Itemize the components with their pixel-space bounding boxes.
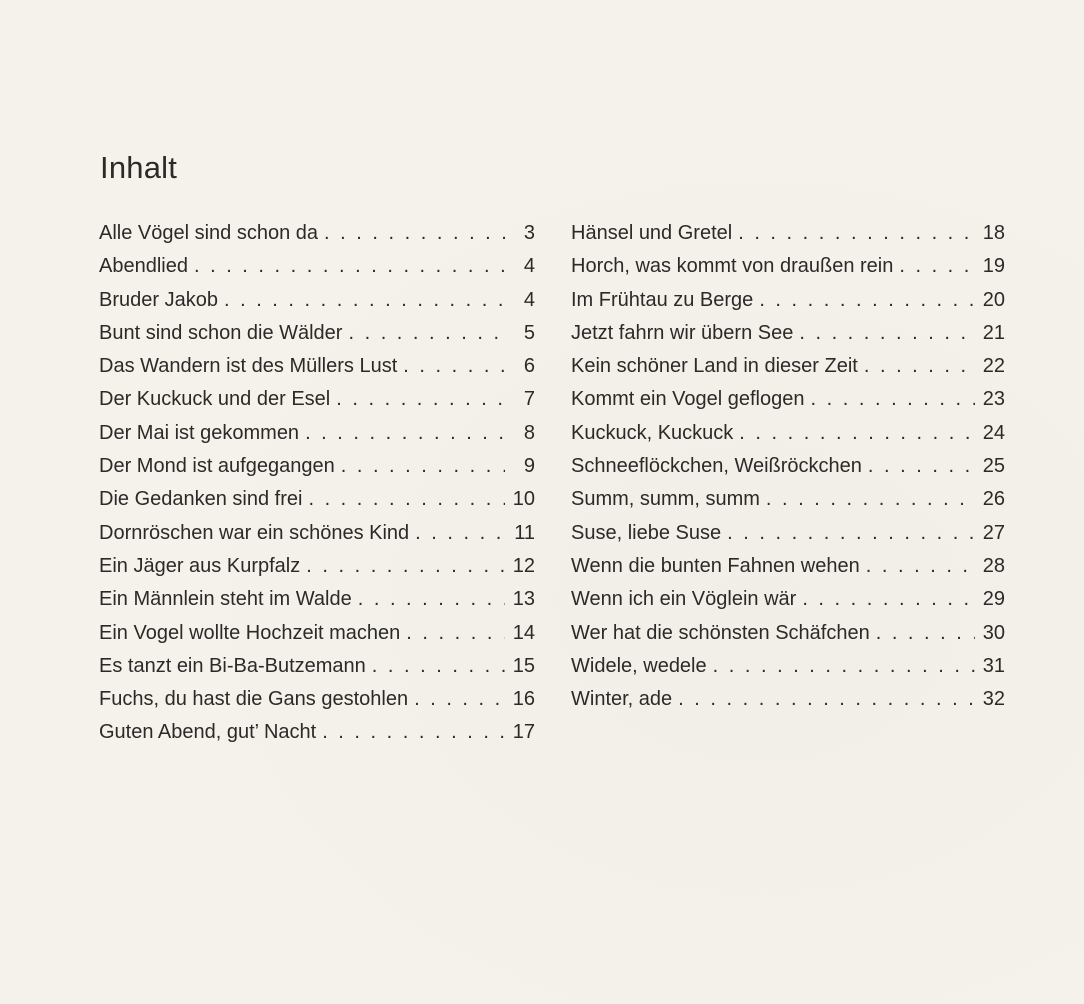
toc-entry-title: Wenn die bunten Fahnen wehen bbox=[571, 554, 860, 577]
toc-dot-leader bbox=[766, 483, 975, 516]
toc-entry-page-number: 28 bbox=[982, 554, 1005, 577]
toc-entry-title: Schneeflöckchen, Weißröckchen bbox=[571, 455, 862, 478]
toc-entry bbox=[99, 317, 535, 350]
toc-entry-title: Bunt sind schon die Wälder bbox=[99, 321, 343, 344]
toc-entry-page-number: 25 bbox=[982, 455, 1005, 478]
toc-entry-page-number: 16 bbox=[512, 688, 535, 711]
toc-entry bbox=[99, 716, 535, 749]
toc-entry bbox=[571, 483, 1005, 516]
toc-entry bbox=[571, 517, 1005, 550]
toc-entry-page-number: 17 bbox=[512, 721, 535, 744]
toc-dot-leader bbox=[678, 683, 975, 716]
toc-entry bbox=[571, 617, 1005, 650]
toc-entry-title: Wer hat die schönsten Schäfchen bbox=[571, 621, 870, 644]
toc-entry bbox=[99, 383, 535, 416]
toc-entry-page-number: 26 bbox=[982, 488, 1005, 511]
toc-entry bbox=[99, 550, 535, 583]
toc-entry bbox=[571, 450, 1005, 483]
toc-entry-title: Der Kuckuck und der Esel bbox=[99, 388, 331, 411]
toc-entry-title: Der Mai ist gekommen bbox=[99, 421, 300, 444]
toc-entry-title: Horch, was kommt von draußen rein bbox=[571, 255, 894, 278]
toc-entry-title: Hänsel und Gretel bbox=[571, 222, 733, 244]
toc-entry bbox=[99, 483, 535, 516]
toc-entry-title: Der Mond ist aufgegangen bbox=[99, 455, 335, 478]
toc-entry-page-number: 7 bbox=[523, 388, 535, 411]
toc-dot-leader bbox=[194, 250, 505, 283]
toc-dot-leader bbox=[727, 517, 975, 550]
toc-dot-leader bbox=[739, 417, 975, 450]
toc-entry bbox=[99, 650, 535, 683]
toc-dot-leader bbox=[358, 583, 505, 616]
page-title: Inhalt bbox=[100, 150, 178, 185]
toc-entry bbox=[571, 550, 1005, 583]
toc-dot-leader bbox=[802, 583, 975, 616]
toc-entry-page-number: 19 bbox=[982, 255, 1005, 278]
toc-entry bbox=[571, 383, 1005, 416]
toc-dot-leader bbox=[713, 650, 975, 683]
toc-entry-page-number: 27 bbox=[982, 521, 1005, 544]
toc-dot-leader bbox=[224, 284, 505, 317]
toc-entry-page-number: 4 bbox=[523, 288, 535, 311]
toc-dot-leader bbox=[866, 550, 975, 583]
toc-entry-page-number: 18 bbox=[982, 222, 1005, 244]
toc-entry bbox=[99, 583, 535, 616]
toc-entry bbox=[571, 250, 1005, 283]
toc-entry-page-number: 11 bbox=[514, 521, 535, 544]
toc-dot-leader bbox=[336, 383, 505, 416]
toc-dot-leader bbox=[868, 450, 975, 483]
toc-entry bbox=[99, 217, 535, 250]
toc-dot-leader bbox=[414, 683, 505, 716]
toc-entry bbox=[571, 217, 1005, 250]
toc-entry-page-number: 23 bbox=[982, 388, 1005, 411]
toc-entry-page-number: 30 bbox=[982, 621, 1005, 644]
toc-entry-title: Dornröschen war ein schönes Kind bbox=[99, 521, 410, 544]
toc-entry bbox=[99, 250, 535, 283]
toc-entry-page-number: 3 bbox=[523, 222, 535, 244]
toc-entry-title: Wenn ich ein Vöglein wär bbox=[571, 588, 797, 611]
toc-dot-leader bbox=[306, 550, 505, 583]
toc-entry-page-number: 14 bbox=[512, 621, 535, 644]
toc-entry bbox=[571, 583, 1005, 616]
toc-entry-page-number: 12 bbox=[512, 554, 535, 577]
toc-dot-leader bbox=[406, 617, 505, 650]
toc-entry-page-number: 21 bbox=[982, 321, 1005, 344]
toc-entry bbox=[99, 617, 535, 650]
toc-entry-page-number: 5 bbox=[523, 321, 535, 344]
toc-entry-title: Kuckuck, Kuckuck bbox=[571, 421, 734, 444]
toc-dot-leader bbox=[372, 650, 505, 683]
toc-entry bbox=[99, 517, 535, 550]
toc-entry bbox=[99, 683, 535, 716]
toc-dot-leader bbox=[811, 383, 976, 416]
toc-dot-leader bbox=[341, 450, 505, 483]
toc-entry-title: Suse, liebe Suse bbox=[571, 521, 722, 544]
toc-entry-title: Ein Jäger aus Kurpfalz bbox=[99, 554, 301, 577]
toc-entry bbox=[571, 417, 1005, 450]
toc-entry bbox=[571, 317, 1005, 350]
toc-dot-leader bbox=[864, 350, 975, 383]
toc-entry-title: Ein Vogel wollte Hochzeit machen bbox=[99, 621, 401, 644]
toc-dot-leader bbox=[415, 517, 505, 550]
toc-entry-page-number: 9 bbox=[523, 455, 535, 478]
toc-entry-title: Das Wandern ist des Müllers Lust bbox=[99, 355, 398, 378]
toc-entry-page-number: 15 bbox=[512, 654, 535, 677]
toc-entry-page-number: 29 bbox=[982, 588, 1005, 611]
toc-dot-leader bbox=[403, 350, 505, 383]
toc-dot-leader bbox=[348, 317, 505, 350]
toc-entry-title: Fuchs, du hast die Gans gestohlen bbox=[99, 688, 409, 711]
toc-dot-leader bbox=[322, 716, 505, 749]
toc-dot-leader bbox=[324, 217, 505, 250]
toc-entry bbox=[99, 417, 535, 450]
toc-entry-page-number: 22 bbox=[982, 355, 1005, 378]
toc-dot-leader bbox=[305, 417, 505, 450]
toc-column-left bbox=[99, 217, 535, 750]
toc-entry-title: Summ, summ, summ bbox=[571, 488, 760, 511]
toc-entry-title: Kommt ein Vogel geflogen bbox=[571, 388, 805, 411]
toc-entry bbox=[99, 284, 535, 317]
toc-dot-leader bbox=[308, 483, 505, 516]
toc-entry-title: Ein Männlein steht im Walde bbox=[99, 588, 352, 611]
toc-entry-title: Winter, ade bbox=[571, 688, 673, 711]
toc-entry bbox=[571, 650, 1005, 683]
toc-entry-title: Kein schöner Land in dieser Zeit bbox=[571, 355, 858, 378]
toc-entry-title: Es tanzt ein Bi-Ba-Butzemann bbox=[99, 654, 366, 677]
toc-entry-page-number: 31 bbox=[982, 654, 1005, 677]
toc-entry-title: Die Gedanken sind frei bbox=[99, 488, 303, 511]
toc-entry-page-number: 32 bbox=[982, 688, 1005, 711]
toc-entry-title: Jetzt fahrn wir übern See bbox=[571, 321, 794, 344]
toc-dot-leader bbox=[738, 217, 975, 250]
toc-entry-page-number: 10 bbox=[512, 488, 535, 511]
toc-entry-page-number: 4 bbox=[523, 255, 535, 278]
toc-dot-leader bbox=[799, 317, 975, 350]
toc-entry bbox=[99, 450, 535, 483]
toc-entry-title: Guten Abend, gut’ Nacht bbox=[99, 721, 317, 744]
toc-entry-title: Abendlied bbox=[99, 255, 188, 278]
toc-entry bbox=[571, 350, 1005, 383]
toc-entry bbox=[571, 284, 1005, 317]
toc-entry-title: Bruder Jakob bbox=[99, 288, 218, 311]
toc-entry-page-number: 20 bbox=[982, 288, 1005, 311]
toc-entry-page-number: 6 bbox=[523, 355, 535, 378]
toc-dot-leader bbox=[876, 617, 975, 650]
toc-dot-leader bbox=[759, 284, 975, 317]
toc-column-right bbox=[571, 217, 1005, 716]
toc-entry-page-number: 24 bbox=[982, 421, 1005, 444]
toc-dot-leader bbox=[899, 250, 975, 283]
toc-entry-title: Widele, wedele bbox=[571, 654, 707, 677]
toc-entry-page-number: 13 bbox=[512, 588, 535, 611]
toc-entry bbox=[99, 350, 535, 383]
toc-entry bbox=[571, 683, 1005, 716]
toc-entry-title: Im Frühtau zu Berge bbox=[571, 288, 754, 311]
toc-entry-page-number: 8 bbox=[523, 421, 535, 444]
toc-entry-title: Alle Vögel sind schon da bbox=[99, 222, 319, 244]
